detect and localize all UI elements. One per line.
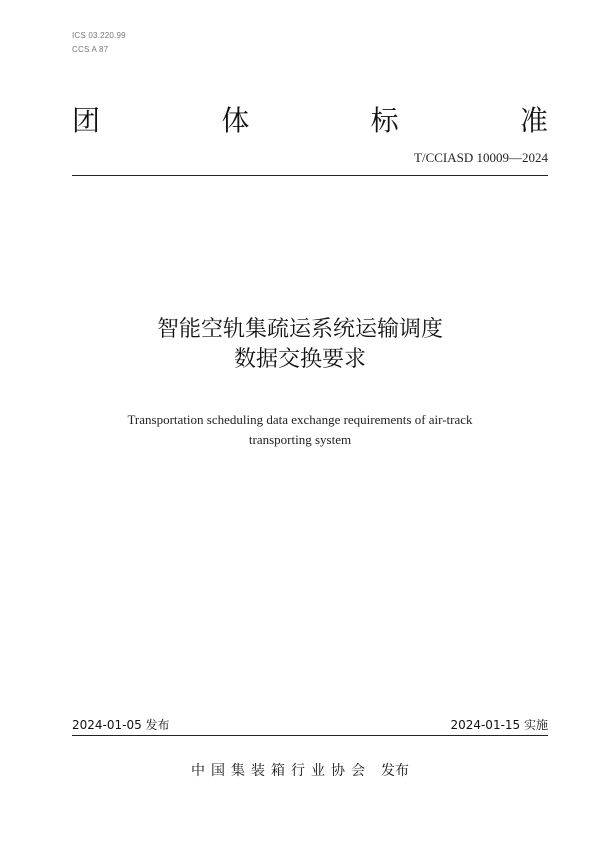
standard-type-char: 体	[221, 104, 250, 137]
implementation-date: 2024-01-15 实施	[450, 718, 548, 732]
standard-type-char: 准	[519, 104, 548, 137]
issue-verb: 发布	[381, 763, 409, 779]
issuer-line	[0, 760, 600, 780]
standard-type-heading	[72, 104, 548, 138]
english-title-line-2: transporting system	[248, 432, 352, 447]
ccs-code: CCS A 87	[72, 45, 109, 54]
issuing-organization: 中国集装箱行业协会	[191, 763, 371, 779]
english-title	[0, 410, 600, 450]
chinese-title-line-1: 智能空轨集疏运系统运输调度	[156, 317, 443, 342]
standard-type-char: 团	[72, 104, 101, 137]
english-title-line-1: Transportation scheduling data exchange requirements of air-track	[127, 412, 473, 427]
bottom-divider	[72, 735, 548, 736]
standard-number: T/CCIASD 10009—2024	[414, 150, 548, 165]
top-divider	[72, 175, 548, 176]
publication-date: 2024-01-05 发布	[72, 718, 170, 732]
standard-type-char: 标	[370, 104, 399, 137]
chinese-title-line-2: 数据交换要求	[233, 347, 366, 372]
chinese-title	[0, 315, 600, 375]
ics-code: ICS 03.220.99	[72, 31, 126, 40]
